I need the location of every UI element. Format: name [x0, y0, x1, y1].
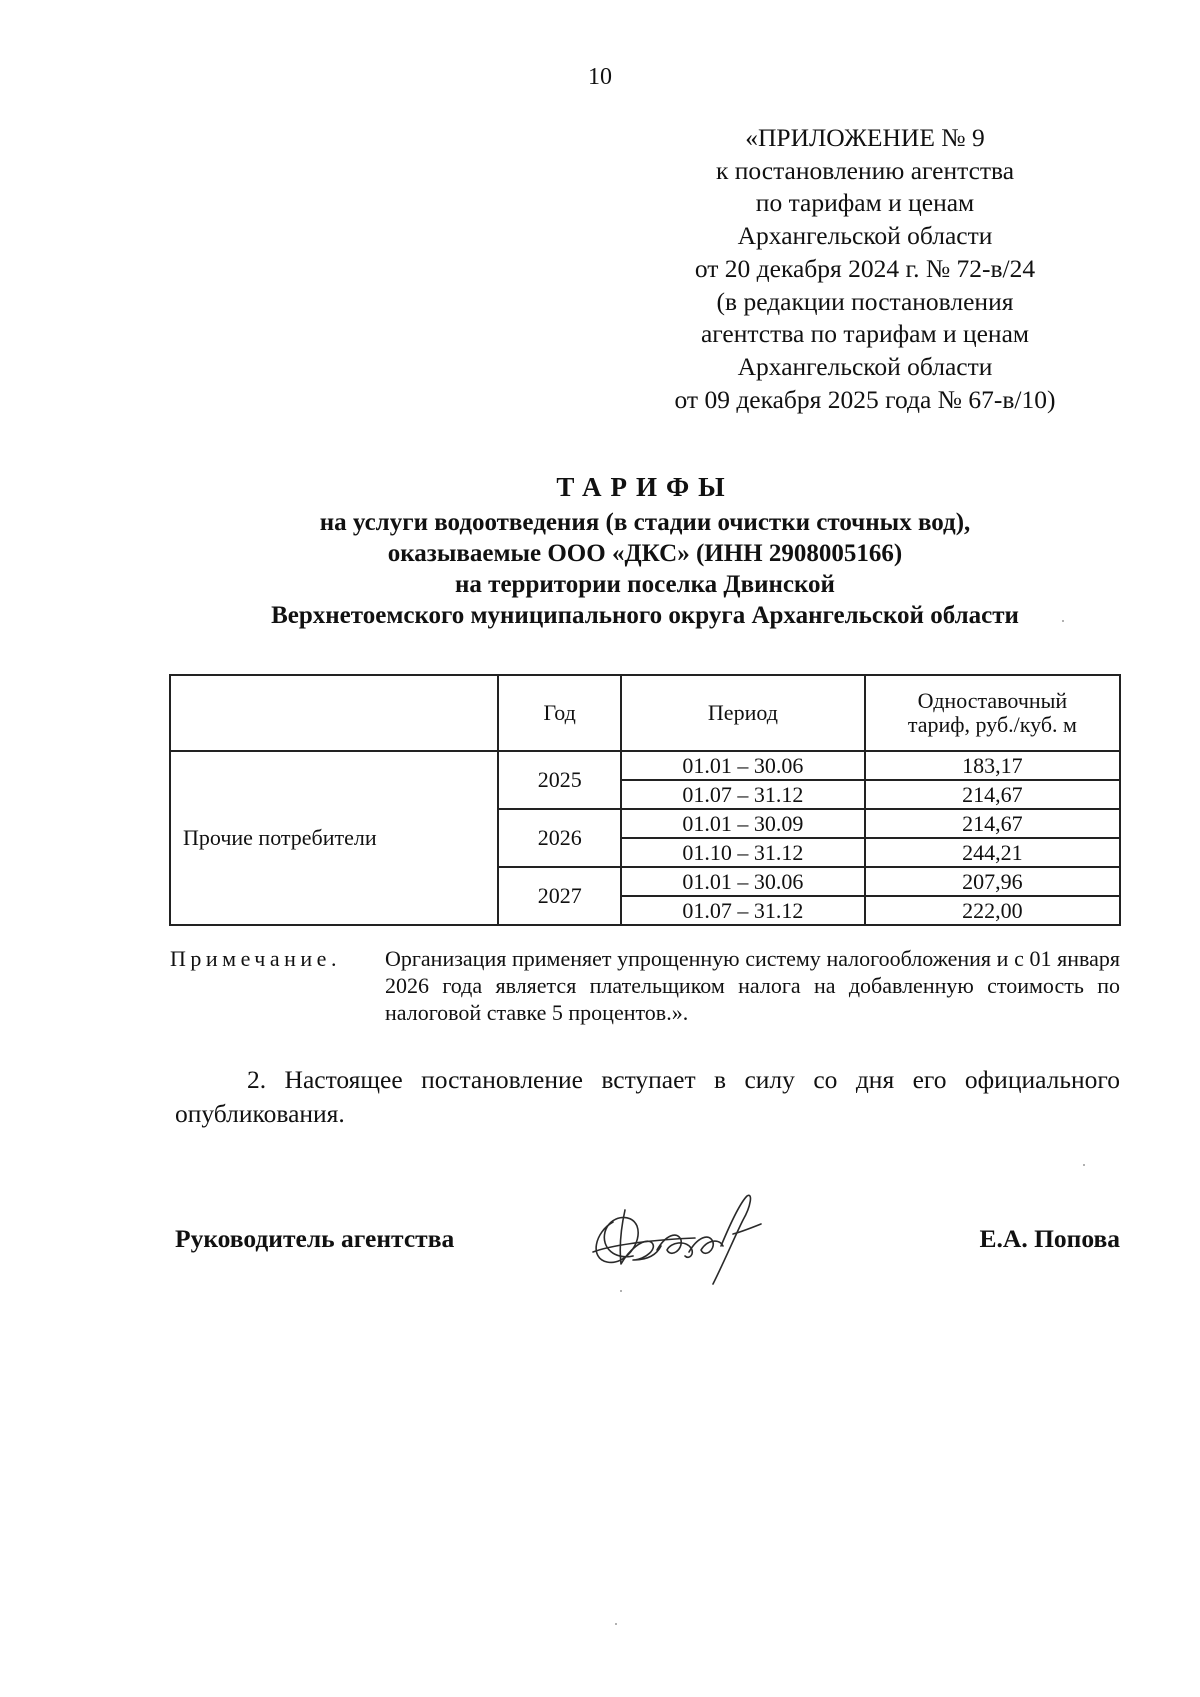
- period-cell: 01.07 – 31.12: [621, 780, 865, 809]
- scan-speck: [1083, 1164, 1085, 1166]
- header-tariff-line: Одноставочный: [917, 688, 1068, 713]
- appendix-line: агентства по тарифам и ценам: [700, 319, 1030, 349]
- tariff-cell: 214,67: [865, 809, 1120, 838]
- signatory-name: Е.А. Попова: [979, 1224, 1120, 1253]
- appendix-line: по тарифам и ценам: [755, 188, 975, 218]
- header-tariff: [865, 675, 1120, 751]
- header-tariff-line: тариф, руб./куб. м: [907, 712, 1077, 737]
- note-text: Организация применяет упрощенную систему налогообложения и с 01 января 2026 года является плательщиком налога на добавленную стоимость по налоговой ставке 5 процентов.».: [385, 946, 1120, 1025]
- scan-speck: [620, 1290, 622, 1292]
- tariff-cell: 222,00: [865, 896, 1120, 925]
- period-cell: 01.01 – 30.06: [621, 867, 865, 896]
- year-cell: 2025: [498, 751, 621, 809]
- title-main: ТАРИФЫ: [556, 472, 734, 502]
- tariff-cell: 214,67: [865, 780, 1120, 809]
- header-year: Год: [498, 675, 621, 751]
- clause-paragraph: 2. Настоящее постановление вступает в силу со дня его официального опубликования.: [175, 1065, 1120, 1128]
- title-line: оказываемые ООО «ДКС» (ИНН 2908005166): [387, 540, 903, 567]
- tariff-table: [169, 674, 1121, 926]
- appendix-line: от 20 декабря 2024 г. № 72-в/24: [694, 253, 1036, 283]
- appendix-line: к постановлению агентства: [715, 155, 1015, 185]
- scan-speck: [615, 1623, 617, 1625]
- note-label: Примечание.: [170, 946, 341, 971]
- appendix-line: от 09 декабря 2025 года № 67-в/10): [674, 384, 1056, 414]
- header-period: Период: [621, 675, 865, 751]
- tariff-cell: 207,96: [865, 867, 1120, 896]
- header-group: [170, 675, 498, 751]
- tariff-cell: 183,17: [865, 751, 1120, 780]
- period-cell: 01.01 – 30.09: [621, 809, 865, 838]
- appendix-header: [640, 122, 1090, 416]
- table-row: [170, 751, 1120, 780]
- table-header-row: [170, 675, 1120, 751]
- appendix-line: Архангельской области: [737, 351, 993, 381]
- handwritten-signature: [585, 1180, 775, 1290]
- appendix-line: Архангельской области: [737, 221, 993, 251]
- title-line: на услуги водоотведения (в стадии очистки сточных вод),: [319, 509, 971, 536]
- page-number: 10: [588, 64, 612, 90]
- period-cell: 01.07 – 31.12: [621, 896, 865, 925]
- title-line: Верхнетоемского муниципального округа Архангельской области: [271, 602, 1019, 629]
- signatory-position: Руководитель агентства: [175, 1224, 455, 1253]
- scan-speck: [1062, 620, 1064, 622]
- appendix-line: «ПРИЛОЖЕНИЕ № 9: [745, 123, 985, 152]
- period-cell: 01.01 – 30.06: [621, 751, 865, 780]
- tariff-cell: 244,21: [865, 838, 1120, 867]
- title-line: на территории поселка Двинской: [455, 571, 835, 598]
- consumer-group: Прочие потребители: [170, 751, 498, 925]
- year-cell: 2026: [498, 809, 621, 867]
- appendix-line: (в редакции постановления: [716, 286, 1014, 316]
- year-cell: 2027: [498, 867, 621, 925]
- period-cell: 01.10 – 31.12: [621, 838, 865, 867]
- document-title: [170, 472, 1120, 631]
